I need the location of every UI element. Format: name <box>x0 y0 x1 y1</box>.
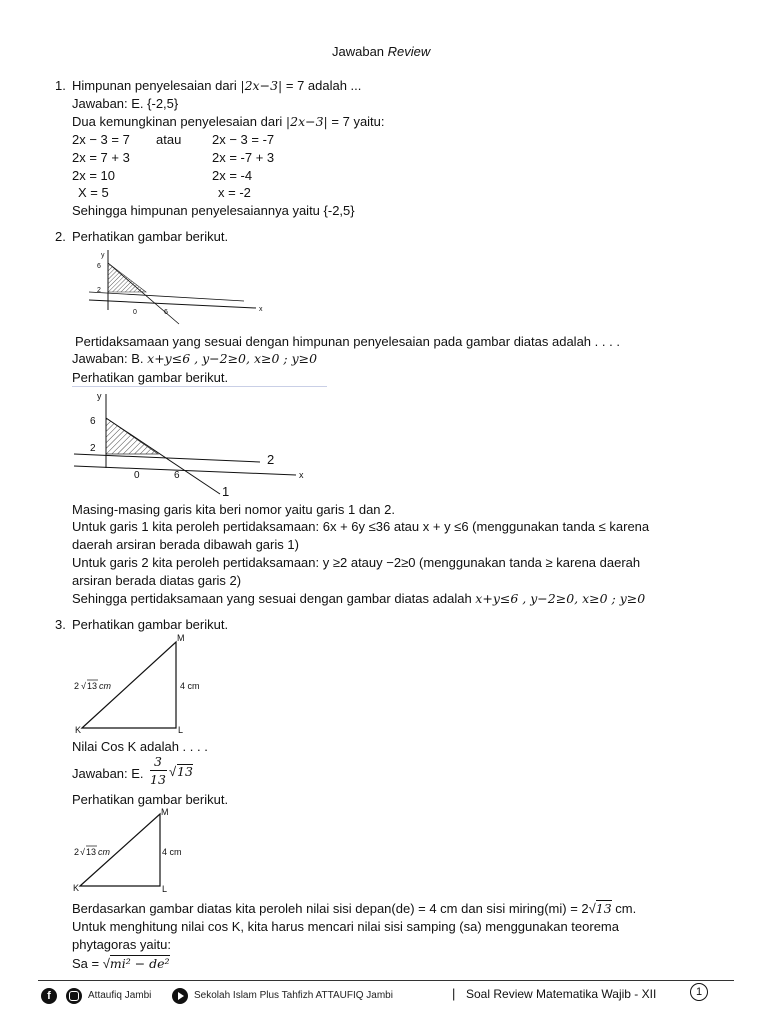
title-italic: Review <box>387 44 431 59</box>
q1-right-step-4: x = -2 <box>218 185 251 200</box>
q2-answer-math: x+y≤6 , y−2≥0, x≥0 ; y≥0 <box>147 351 318 366</box>
small-graph-line-2 <box>89 292 244 301</box>
triangle-1-vertex-k: K <box>75 725 82 735</box>
triangle-1-vertex-m: M <box>177 633 185 643</box>
big-graph-tick-6y: 6 <box>90 416 96 427</box>
q2-paragraph-2a: Untuk garis 1 kita peroleh pertidaksamaan: 6x + 6y ≤36 atau x + y ≤6 (menggunakan tanda ≤ karena <box>72 519 650 534</box>
q3-formula-radical: √ <box>102 956 110 971</box>
small-graph-tick-0: 0 <box>133 309 137 316</box>
triangle-2-hyp-unit: cm <box>98 847 110 857</box>
q3-radical-sign: √ <box>169 764 177 779</box>
instagram-icon[interactable] <box>66 988 82 1004</box>
facebook-icon[interactable]: f <box>41 988 57 1004</box>
small-graph-tick-6x: 6 <box>164 309 168 316</box>
q1-question-math: |2x−3| <box>240 78 283 93</box>
q1-answer: Jawaban: E. {-2,5} <box>72 96 179 111</box>
q3-question: Nilai Cos K adalah . . . . <box>72 739 208 754</box>
q2-question: Pertidaksamaan yang sesuai dengan himpunan penyelesaian pada gambar diatas adalah . . . . <box>75 334 620 349</box>
big-graph-tick-6x: 6 <box>174 470 180 481</box>
q1-right-step-2: 2x = -7 + 3 <box>212 150 275 165</box>
q2-divider <box>72 386 327 387</box>
big-graph-tick-2y: 2 <box>90 443 96 454</box>
q1-left-step-3: 2x = 10 <box>72 168 116 183</box>
q1-question <box>72 78 361 94</box>
triangle-2-vertex-l: L <box>162 884 168 894</box>
q2-prompt-2: Perhatikan gambar berikut. <box>72 370 229 385</box>
footer-separator: | <box>452 986 456 1001</box>
small-graph <box>84 248 274 332</box>
q3-paragraph-2: Untuk menghitung nilai cos K, kita harus mencari nilai sisi samping (sa) menggunakan teorema <box>72 919 619 934</box>
small-graph-tick-6y: 6 <box>97 263 101 270</box>
q1-number: 1. <box>55 78 66 93</box>
youtube-icon[interactable] <box>172 988 188 1004</box>
small-graph-shaded-region <box>108 263 146 292</box>
big-graph <box>70 388 320 502</box>
q2-answer-prefix: Jawaban: B. <box>72 351 148 366</box>
q2-answer <box>72 351 317 367</box>
q1-intro-math: |2x−3| <box>285 114 328 129</box>
big-graph-y-label: y <box>97 391 102 401</box>
q1-left-step-2: 2x = 7 + 3 <box>72 150 130 165</box>
q2-paragraph-3a: Untuk garis 2 kita peroleh pertidaksamaan: y ≥2 atauy −2≥0 (menggunakan tanda ≥ karena daerah <box>72 555 641 570</box>
q3-paragraph-1-radicand: 13 <box>595 901 612 916</box>
small-graph-x-label: x <box>259 306 263 313</box>
q3-prompt-2: Perhatikan gambar berikut. <box>72 792 229 807</box>
q2-prompt: Perhatikan gambar berikut. <box>72 229 229 244</box>
page-title <box>332 44 430 60</box>
q1-conclusion: Sehingga himpunan penyelesaiannya yaitu {-2,5} <box>72 203 355 218</box>
q2-paragraph-4 <box>72 591 645 607</box>
triangle-1-hyp-number: 2 <box>74 681 80 691</box>
q2-paragraph-1: Masing-masing garis kita beri nomor yaitu garis 1 dan 2. <box>72 502 395 517</box>
q1-right-step-3: 2x = -4 <box>212 168 253 183</box>
small-graph-x-axis <box>89 300 256 308</box>
q3-prompt: Perhatikan gambar berikut. <box>72 617 229 632</box>
q3-radicand: 13 <box>177 764 193 779</box>
q1-right-step-1: 2x − 3 = -7 <box>212 132 275 147</box>
q3-fraction-bar <box>150 770 167 771</box>
triangle-2-side-label: 4 cm <box>162 847 182 857</box>
triangle-figure-2 <box>70 806 210 896</box>
q1-left-step-1: 2x − 3 = 7 <box>72 132 130 147</box>
footer-instagram-handle: Attaufiq Jambi <box>88 990 152 1001</box>
q3-paragraph-1 <box>72 901 636 917</box>
small-graph-tick-2y: 2 <box>97 287 101 294</box>
q2-paragraph-4-prefix: Sehingga pertidaksamaan yang sesuai dengan gambar diatas adalah <box>72 591 476 606</box>
big-graph-line-2 <box>74 454 260 462</box>
big-graph-x-label: x <box>299 470 304 480</box>
triangle-1-hyp-radicand: 13 <box>87 681 98 691</box>
q3-formula <box>72 956 170 972</box>
q3-fraction-numerator: 3 <box>154 754 162 769</box>
title-plain: Jawaban <box>332 44 388 59</box>
triangle-1-side-label: 4 cm <box>180 681 200 691</box>
q1-intro-b: = 7 yaitu: <box>327 114 385 129</box>
q1-intro <box>72 114 385 130</box>
q2-paragraph-2b: daerah arsiran berada dibawah garis 1) <box>72 537 299 552</box>
q3-formula-radicand: mi² − de² <box>109 956 170 971</box>
q1-intro-a: Dua kemungkinan penyelesaian dari <box>72 114 286 129</box>
page-number: 1 <box>690 983 708 1001</box>
q3-paragraph-1a: Berdasarkan gambar diatas kita peroleh nilai sisi depan(de) = 4 cm dan sisi miring(mi) = 2 <box>72 901 589 916</box>
footer-youtube-channel: Sekolah Islam Plus Tahfizh ATTAUFIQ Jambi <box>194 990 393 1001</box>
q3-fraction-denominator: 13 <box>150 772 166 787</box>
q3-paragraph-1-radical: √ <box>588 901 596 916</box>
triangle-1-vertex-l: L <box>178 725 184 735</box>
q3-paragraph-3: phytagoras yaitu: <box>72 937 172 952</box>
q1-atau: atau <box>156 132 182 147</box>
big-graph-line-2-label: 2 <box>267 452 275 467</box>
big-graph-tick-0: 0 <box>134 470 140 481</box>
triangle-2-hyp-radicand: 13 <box>86 847 97 857</box>
small-graph-y-label: y <box>101 252 105 259</box>
q3-answer-prefix: Jawaban: E. <box>72 766 144 781</box>
big-graph-line-1-label: 1 <box>222 484 230 499</box>
q1-question-a: Himpunan penyelesaian dari <box>72 78 241 93</box>
q1-left-step-4: X = 5 <box>78 185 109 200</box>
footer-document-title: Soal Review Matematika Wajib - XII <box>466 987 657 1001</box>
triangle-2-vertex-k: K <box>73 883 80 893</box>
q3-number: 3. <box>55 617 66 632</box>
q3-paragraph-1b: cm. <box>611 901 637 916</box>
q3-formula-prefix: Sa = <box>72 956 103 971</box>
triangle-1-hyp-unit: cm <box>99 681 111 691</box>
footer-rule <box>38 980 734 981</box>
q2-number: 2. <box>55 229 66 244</box>
triangle-2-vertex-m: M <box>161 807 169 817</box>
q2-paragraph-4-math: x+y≤6 , y−2≥0, x≥0 ; y≥0 <box>475 591 646 606</box>
q1-question-b: = 7 adalah ... <box>282 78 362 93</box>
q2-paragraph-3b: arsiran berada diatas garis 2) <box>72 573 242 588</box>
triangle-2-radical-sign: √ <box>80 847 85 857</box>
triangle-2-hyp-number: 2 <box>74 847 80 857</box>
triangle-figure-1 <box>72 632 212 738</box>
triangle-1-radical-sign: √ <box>81 681 86 691</box>
